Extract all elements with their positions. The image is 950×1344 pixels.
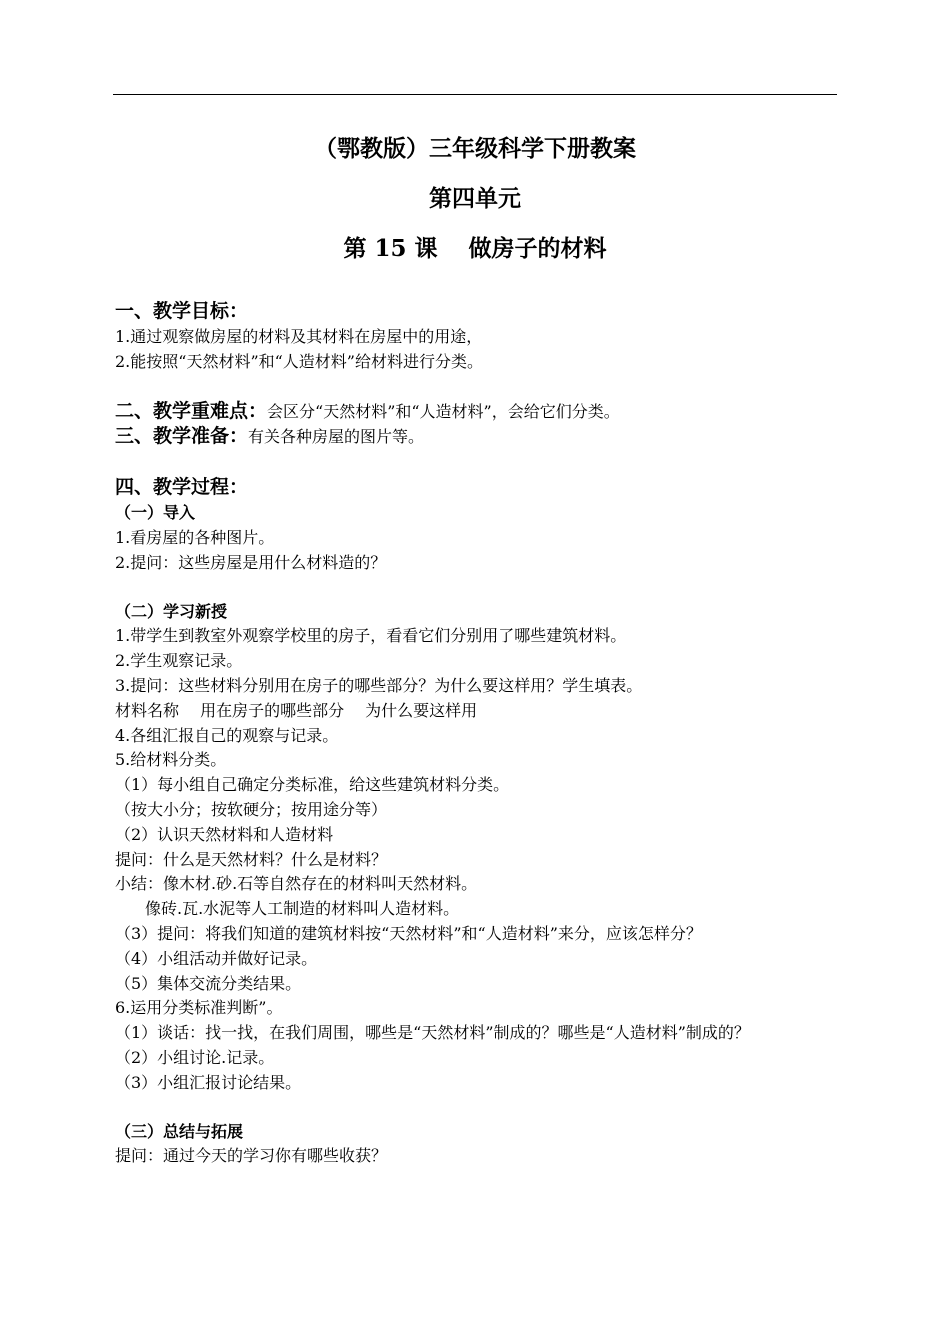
objective-item: 1.通过观察做房屋的材料及其材料在房屋中的用途， <box>115 327 483 346</box>
objective-item: 2.能按照“天然材料”和“人造材料”给材料进行分类。 <box>115 351 483 371</box>
unit-title: 第四单元 <box>429 185 521 212</box>
header-rule <box>113 94 837 95</box>
list-item: 提问：通过今天的学习你有哪些收获？ <box>115 1146 388 1166</box>
lesson-content <box>115 298 839 1169</box>
list-item: （5）集体交流分类结果。 <box>115 973 302 993</box>
list-item: （1）谈话：找一找，在我们周围，哪些是“天然材料”制成的？哪些是“人造材料”制成的？ <box>115 1023 750 1043</box>
section-key-points <box>115 399 839 425</box>
list-item: （3）小组汇报讨论结果。 <box>115 1072 302 1092</box>
list-item: 6.运用分类标准判断”。 <box>115 998 283 1018</box>
list-item: 4.各组汇报自己的观察与记录。 <box>115 725 339 745</box>
list-item: （按大小分；按软硬分；按用途分等） <box>115 799 388 819</box>
list-item: 3.提问：这些材料分别用在房子的哪些部分？为什么要这样用？学生填表。 <box>115 675 643 695</box>
list-item: （2）小组讨论.记录。 <box>115 1047 275 1067</box>
list-item: 2.学生观察记录。 <box>115 651 243 671</box>
list-item: （1）每小组自己确定分类标准，给这些建筑材料分类。 <box>115 775 510 795</box>
list-item: （3）提问：将我们知道的建筑材料按“天然材料”和“人造材料”来分，应该怎样分？ <box>115 923 702 943</box>
part-new-lesson-heading: （二）学习新授 <box>115 601 228 621</box>
document-title: （鄂教版）三年级科学下册教案 <box>314 135 636 162</box>
list-item: 1.带学生到教室外观察学校里的房子，看看它们分别用了哪些建筑材料。 <box>115 626 627 646</box>
section-preparation <box>115 424 839 450</box>
list-item: 1.看房屋的各种图片。 <box>115 527 275 547</box>
list-item: 小结：像木材.砂.石等自然存在的材料叫天然材料。 <box>115 874 478 894</box>
section-process-heading: 四、教学过程： <box>115 476 249 499</box>
list-item: （4）小组活动并做好记录。 <box>115 948 318 968</box>
section-preparation-text: 有关各种房屋的图片等。 <box>248 427 425 447</box>
list-item: 提问：什么是天然材料？什么是材料？ <box>115 849 388 869</box>
list-item: （2）认识天然材料和人造材料 <box>115 824 334 844</box>
section-objectives-heading: 一、教学目标： <box>115 300 249 322</box>
list-item: 像砖.瓦.水泥等人工制造的材料叫人造材料。 <box>145 899 460 919</box>
section-key-points-text: 会区分“天然材料”和“人造材料”，会给它们分类。 <box>267 401 620 421</box>
list-item: 2.提问：这些房屋是用什么材料造的？ <box>115 552 387 572</box>
lesson-title: 第 15 课 做房子的材料 <box>343 235 607 262</box>
section-key-points-heading: 二、教学重难点： <box>115 399 268 422</box>
table-header-row: 材料名称 用在房子的哪些部分 为什么要这样用 <box>115 700 478 720</box>
list-item: 5.给材料分类。 <box>115 750 227 770</box>
section-preparation-heading: 三、教学准备： <box>115 425 249 448</box>
part-intro-heading: （一）导入 <box>115 503 196 523</box>
part-summary-heading: （三）总结与拓展 <box>115 1121 244 1141</box>
